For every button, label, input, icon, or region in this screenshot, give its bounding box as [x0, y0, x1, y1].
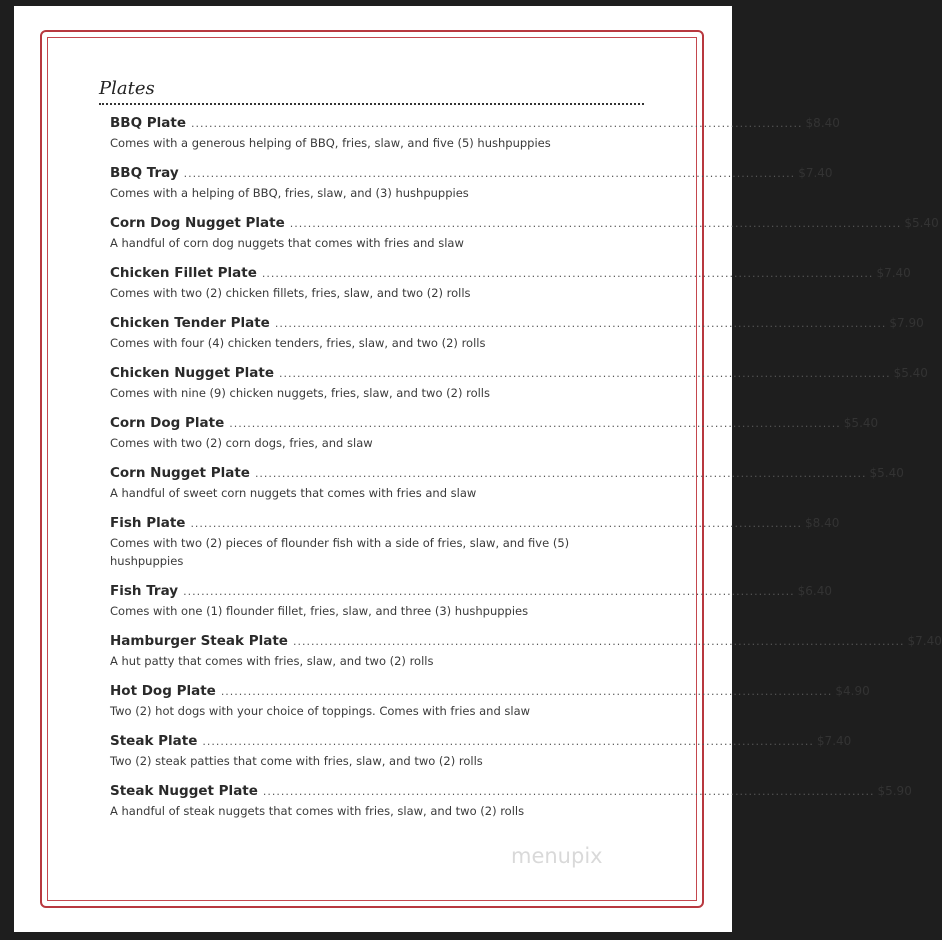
item-price: $5.90	[877, 784, 912, 798]
item-description: Comes with two (2) chicken fillets, fries, slaw, and two (2) rolls	[110, 286, 471, 300]
item-description: Two (2) hot dogs with your choice of toppings. Comes with fries and slaw	[110, 704, 531, 718]
menu-item	[110, 264, 911, 302]
item-name: Corn Nugget Plate	[110, 465, 250, 481]
menu-item-list	[110, 114, 942, 832]
item-description: Comes with nine (9) chicken nuggets, fries, slaw, and two (2) rolls	[110, 386, 490, 400]
dot-leader: ........................................................................................................................................	[183, 167, 796, 180]
section-title: Plates	[99, 78, 155, 99]
item-description: Comes with a helping of BBQ, fries, slaw, and (3) hushpuppies	[110, 186, 469, 200]
item-name: Steak Plate	[110, 733, 198, 749]
dot-leader: ........................................................................................................................................	[191, 117, 803, 130]
menu-item	[110, 414, 879, 452]
item-name: Hot Dog Plate	[110, 683, 216, 699]
menu-item	[110, 314, 924, 352]
item-description: A hut patty that comes with fries, slaw, and two (2) rolls	[110, 654, 434, 668]
dot-leader: ........................................................................................................................................	[292, 635, 905, 648]
dot-leader: ........................................................................................................................................	[220, 685, 833, 698]
item-name: Steak Nugget Plate	[110, 783, 258, 799]
menu-item	[110, 214, 939, 252]
item-description: Comes with two (2) corn dogs, fries, and slaw	[110, 436, 373, 450]
item-price: $7.90	[889, 316, 924, 330]
item-description: Comes with four (4) chicken tenders, fries, slaw, and two (2) rolls	[110, 336, 486, 350]
dot-leader: ........................................................................................................................................	[190, 517, 802, 530]
dot-leader: ........................................................................................................................................	[183, 585, 795, 598]
item-price: $7.40	[798, 166, 833, 180]
menu-item	[110, 464, 904, 502]
item-name: Chicken Nugget Plate	[110, 365, 275, 381]
item-name: BBQ Plate	[110, 115, 186, 131]
item-name: Chicken Fillet Plate	[110, 265, 257, 281]
menu-item	[110, 582, 832, 620]
item-price: $4.90	[835, 684, 870, 698]
item-price: $5.40	[893, 366, 928, 380]
item-price: $5.40	[869, 466, 904, 480]
item-description: Comes with one (1) flounder fillet, fries, slaw, and three (3) hushpuppies	[110, 604, 529, 618]
dot-leader: ........................................................................................................................................	[202, 735, 814, 748]
section-divider	[99, 103, 644, 105]
menu-item	[110, 632, 942, 670]
item-price: $5.40	[843, 416, 879, 430]
dot-leader: ........................................................................................................................................	[254, 467, 867, 480]
item-description: A handful of sweet corn nuggets that comes with fries and slaw	[110, 486, 477, 500]
item-description: Comes with two (2) pieces of flounder fish with a side of fries, slaw, and five (5) hushpuppies	[110, 536, 570, 568]
dot-leader: ........................................................................................................................................	[279, 367, 891, 380]
item-price: $7.40	[876, 266, 911, 280]
item-price: $8.40	[804, 516, 840, 530]
menu-item	[110, 364, 928, 402]
dot-leader: ........................................................................................................................................	[261, 267, 874, 280]
item-name: Chicken Tender Plate	[110, 315, 270, 331]
dot-leader: ........................................................................................................................................	[229, 417, 841, 430]
menu-item	[110, 682, 870, 720]
menu-item	[110, 782, 912, 820]
watermark-logo: menupix	[511, 844, 603, 868]
item-description: Comes with a generous helping of BBQ, fries, slaw, and five (5) hushpuppies	[110, 136, 551, 150]
item-price: $7.40	[907, 634, 942, 648]
dot-leader: ........................................................................................................................................	[274, 317, 887, 330]
item-name: Corn Dog Nugget Plate	[110, 215, 285, 231]
menu-item	[110, 114, 840, 152]
menu-item	[110, 514, 840, 570]
item-description: A handful of corn dog nuggets that comes with fries and slaw	[110, 236, 464, 250]
item-price: $5.40	[904, 216, 939, 230]
item-price: $6.40	[797, 584, 832, 598]
item-name: BBQ Tray	[110, 165, 179, 181]
item-name: Fish Plate	[110, 515, 186, 531]
menu-page	[14, 6, 942, 932]
dot-leader: ........................................................................................................................................	[262, 785, 875, 798]
menu-item	[110, 164, 833, 202]
item-name: Hamburger Steak Plate	[110, 633, 288, 649]
item-description: A handful of steak nuggets that comes with fries, slaw, and two (2) rolls	[110, 804, 525, 818]
item-price: $8.40	[805, 116, 840, 130]
item-price: $7.40	[816, 734, 852, 748]
item-name: Corn Dog Plate	[110, 415, 225, 431]
dot-leader: ........................................................................................................................................	[289, 217, 902, 230]
item-name: Fish Tray	[110, 583, 179, 599]
item-description: Two (2) steak patties that come with fries, slaw, and two (2) rolls	[110, 754, 483, 768]
menu-item	[110, 732, 852, 770]
